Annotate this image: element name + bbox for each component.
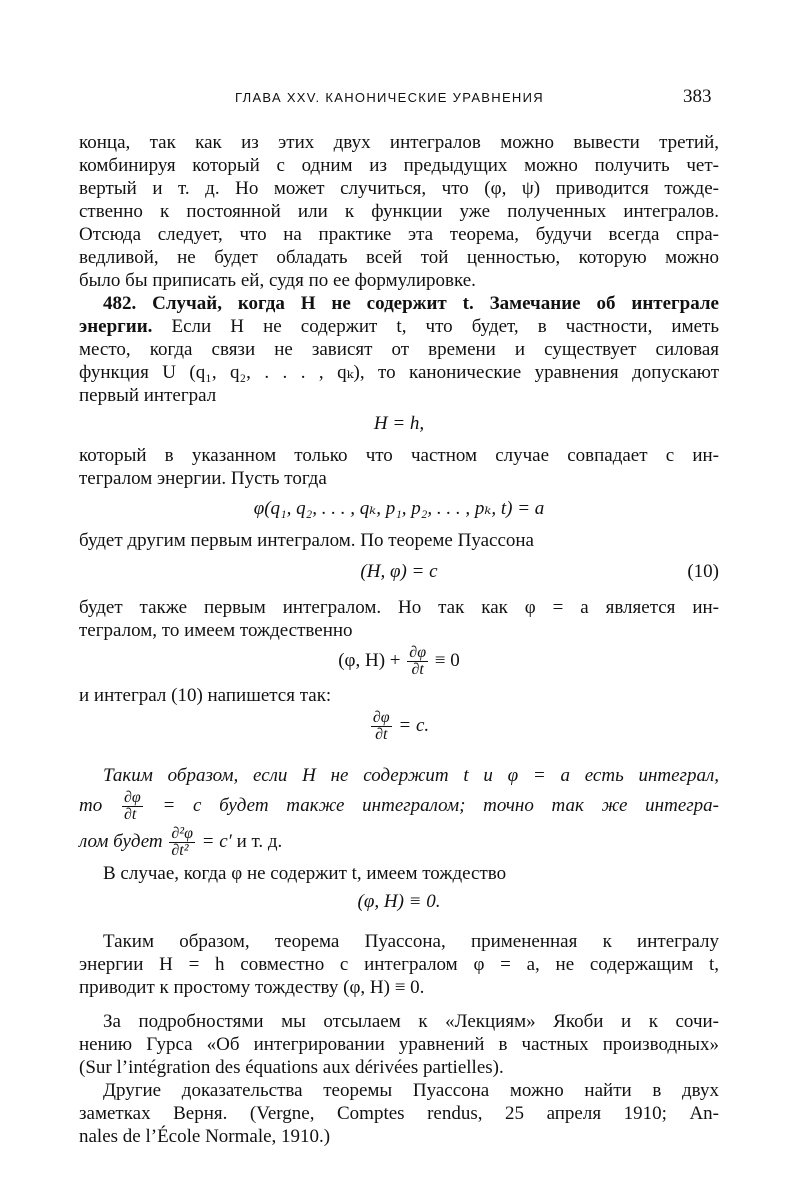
text-line: В случае, когда φ не содержит t, имеем тождество — [103, 863, 507, 884]
equation-identity: (φ, H) + $\frac{\partial\varphi}{\partial t}$ ≡ 0 — [338, 644, 460, 678]
text-line: ведливой, не будет обладать всей той ценностью, которую можно — [79, 247, 719, 268]
text-line: вертый и т. д. Но может случиться, что (φ, ψ) приводится тожде- — [79, 178, 719, 199]
text-line: то $\frac{\partial\varphi}{\partial t}$ = c будет также интегралом; точно так же интегра- — [79, 789, 720, 823]
fraction: $\frac{\partial\varphi}{\partial t}$ — [409, 644, 427, 678]
text-line: конца, так как из этих двух интегралов можно вывести третий, — [79, 132, 719, 153]
text-line: функция U (q₁, q₂, . . . , qₖ), то канонические уравнения допускают — [79, 362, 719, 383]
text-line: который в указанном только что частном случае совпадает с ин- — [79, 445, 719, 466]
text-line: ственно к постоянной или к функции уже полученных интегралов. — [79, 201, 719, 222]
text-line: энергии H = h совместно с интегралом φ = a, не содержащим t, — [79, 954, 719, 975]
text-line: энергии. Если H не содержит t, что будет, в частности, иметь — [79, 316, 719, 337]
text-line: лом будет $\frac{\text{∂²φ}}{\text{∂t²}}$ = c′ и т. д. — [79, 825, 283, 859]
equation-dphi-dt: $\frac{\partial\varphi}{\partial t}$ = c. — [372, 709, 430, 743]
text-line: и интеграл (10) напишется так: — [79, 685, 332, 706]
text-line: первый интеграл — [79, 385, 217, 406]
text-line: будет другим первым интегралом. По теореме Пуассона — [79, 530, 534, 551]
text-line: место, когда связи не зависят от времени и существует силовая — [79, 339, 719, 360]
text-line: Таким образом, теорема Пуассона, примененная к интегралу — [103, 931, 719, 952]
text-line: тегралом энергии. Пусть тогда — [79, 468, 327, 489]
text-line: приводит к простому тождеству (φ, H) ≡ 0. — [79, 977, 425, 998]
chapter-title: ГЛАВА XXV. КАНОНИЧЕСКИЕ УРАВНЕНИЯ — [235, 90, 544, 105]
text-line: Таким образом, если H не содержит t и φ = a есть интеграл, — [103, 765, 719, 786]
text-line: тегралом, то имеем тождественно — [79, 620, 353, 641]
text-line: будет также первым интегралом. Но так как φ = a является ин- — [79, 597, 719, 618]
page-number: 383 — [683, 86, 712, 107]
text-line: nales de l’École Normale, 1910.) — [79, 1126, 331, 1147]
equation-10: (H, φ) = c — [360, 561, 438, 582]
section-heading: 482. Случай, когда H не содержит t. Замечание об интеграле — [103, 293, 719, 314]
text-line: Отсюда следует, что на практике эта теорема, будучи всегда спра- — [79, 224, 719, 245]
text-line: За подробностями мы отсылаем к «Лекциям» Якоби и к сочи- — [103, 1011, 719, 1032]
text-line: было бы приписать ей, судя по ее формулировке. — [79, 270, 476, 291]
text-line: нению Гурса «Об интегрировании уравнений в частных производных» — [79, 1034, 719, 1055]
text-line: заметках Верня. (Vergne, Comptes rendus, 25 апреля 1910; An- — [79, 1103, 719, 1124]
text-line: Другие доказательства теоремы Пуассона можно найти в двух — [103, 1080, 719, 1101]
equation-energy: H = h, — [373, 413, 425, 434]
text-line: комбинируя который с одним из предыдущих можно получить чет- — [79, 155, 719, 176]
equation-zero: (φ, H) ≡ 0. — [357, 891, 441, 912]
fraction: $\frac{\partial\varphi}{\partial t}$ — [372, 709, 390, 743]
equation-number: (10) — [687, 561, 719, 582]
text-line: (Sur l’intégration des équations aux dérivées partielles). — [79, 1057, 504, 1078]
equation-phi: φ(q₁, q₂, . . . , qₖ, p₁, p₂, . . . , pₖ, t) = a — [253, 498, 545, 519]
